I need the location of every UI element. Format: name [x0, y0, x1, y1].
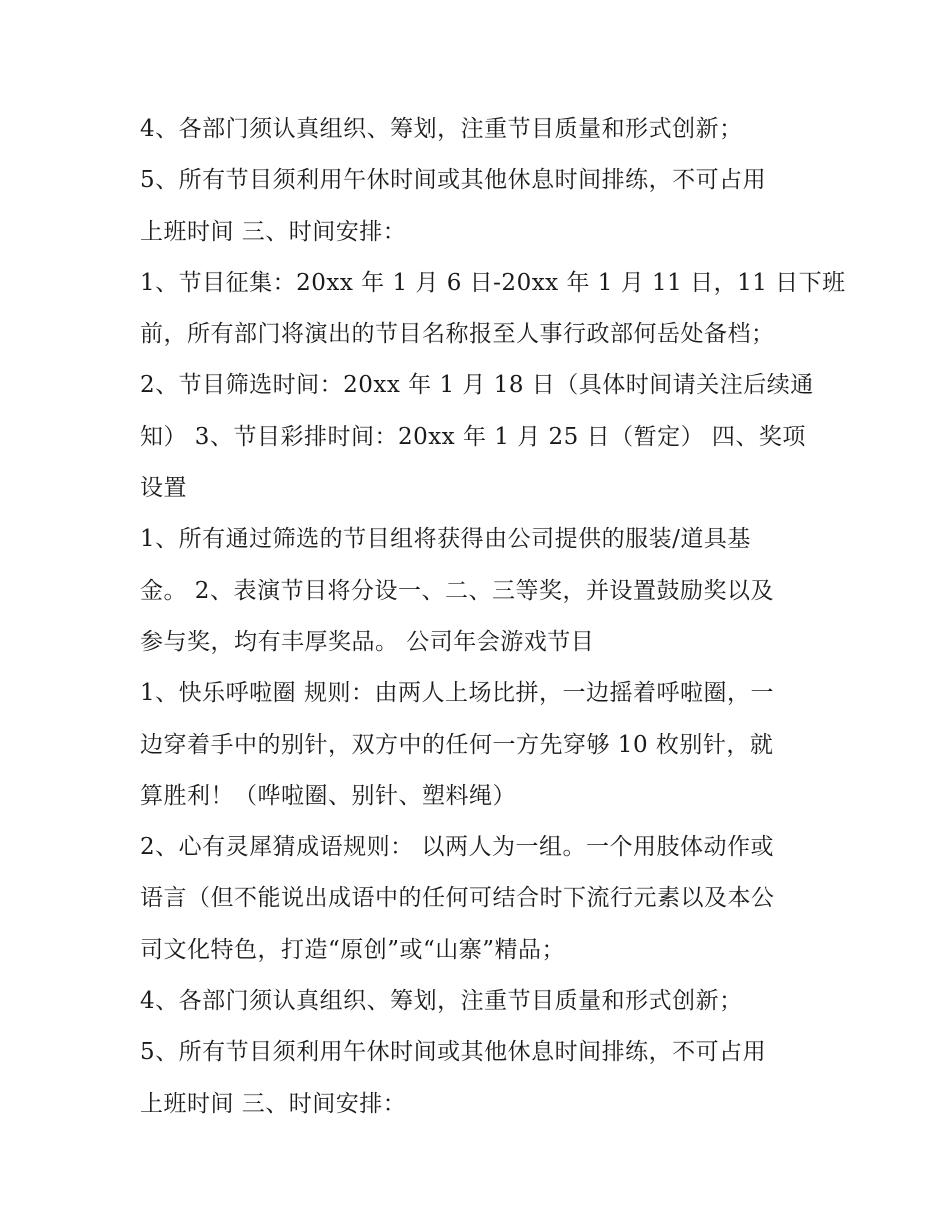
text-line: 算胜利！（哗啦圈、别针、塑料绳） — [140, 782, 516, 809]
text-line: 边穿着手中的别针，双方中的任何一方先穿够 10 枚别针，就 — [140, 731, 774, 758]
text-line: 司文化特色，打造“原创”或“山寨”精品； — [140, 936, 566, 963]
text-line: 1、快乐呼啦圈 规则：由两人上场比拼，一边摇着呼啦圈，一 — [140, 680, 774, 707]
text-line: 设置 — [140, 475, 187, 502]
text-line: 4、各部门须认真组织、筹划，注重节目质量和形式创新； — [140, 988, 743, 1015]
document-body — [140, 104, 846, 1130]
text-line: 1、所有通过筛选的节目组将获得由公司提供的服装/道具基 — [140, 526, 751, 553]
text-line: 上班时间 三、时间安排： — [140, 218, 407, 245]
text-line: 4、各部门须认真组织、筹划，注重节目质量和形式创新； — [140, 116, 743, 142]
text-line: 语言（但不能说出成语中的任何可结合时下流行元素以及本公 — [140, 885, 775, 912]
text-line: 5、所有节目须利用午休时间或其他休息时间排练，不可占用 — [140, 167, 767, 194]
text-line: 知） 3、节目彩排时间：20xx 年 1 月 25 日（暂定） 四、奖项 — [140, 423, 806, 450]
text-line: 2、节目筛选时间：20xx 年 1 月 18 日（具体时间请关注后续通 — [140, 372, 814, 399]
text-line: 上班时间 三、时间安排： — [140, 1090, 407, 1117]
text-line: 1、节目征集：20xx 年 1 月 6 日-20xx 年 1 月 11 日，11 日下班 — [140, 269, 846, 296]
text-line: 金。 2、表演节目将分设一、二、三等奖，并设置鼓励奖以及 — [140, 577, 774, 604]
text-line: 参与奖，均有丰厚奖品。 公司年会游戏节目 — [140, 628, 595, 655]
text-line: 2、心有灵犀猜成语规则： 以两人为一组。一个用肢体动作或 — [140, 834, 774, 861]
text-line: 5、所有节目须利用午休时间或其他休息时间排练，不可占用 — [140, 1039, 767, 1066]
text-line: 前，所有部门将演出的节目名称报至人事行政部何岳处备档； — [140, 321, 775, 348]
